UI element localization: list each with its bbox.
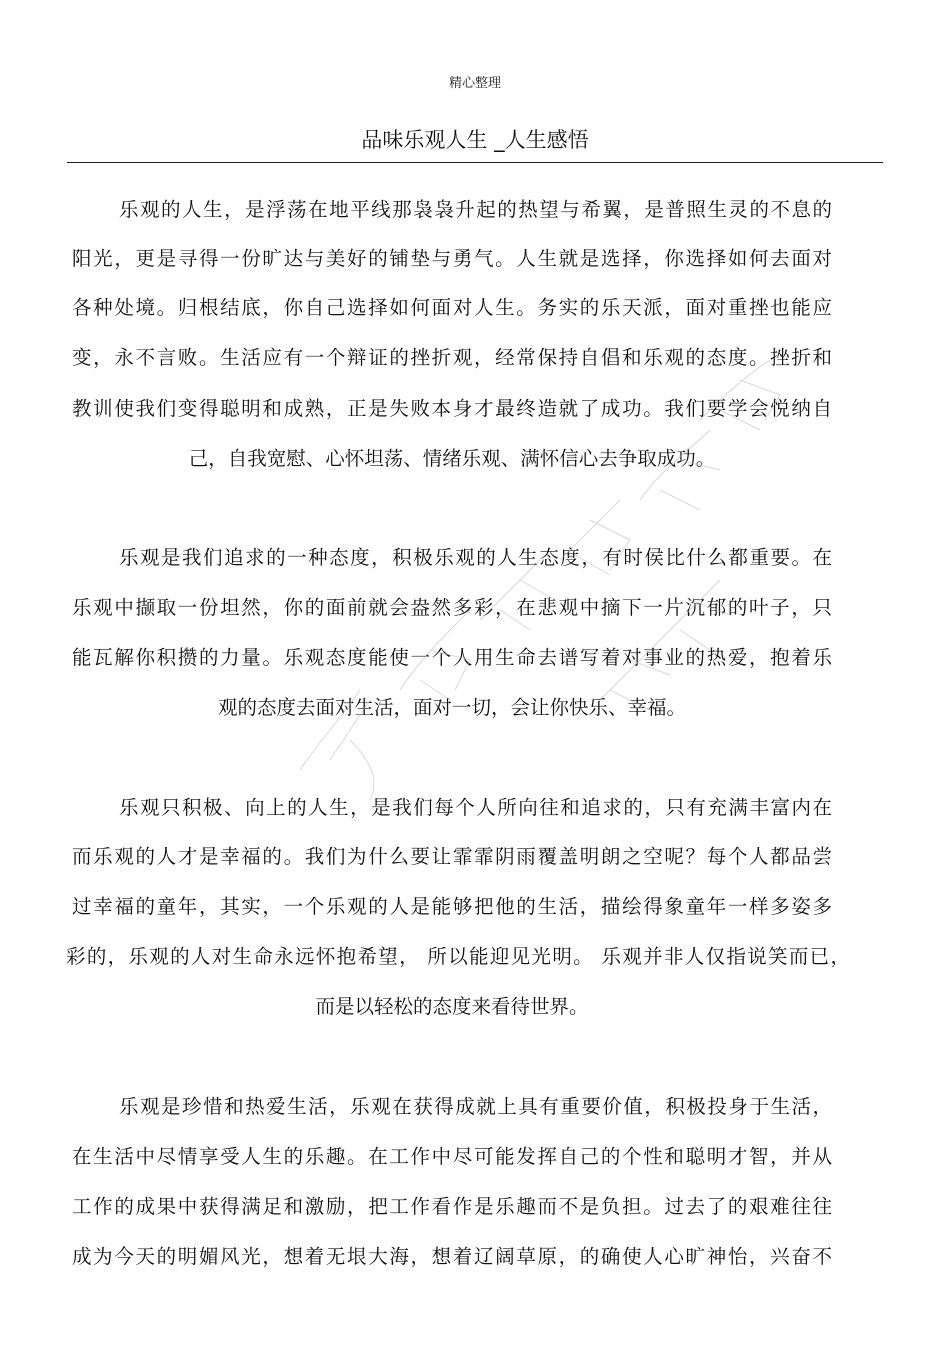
text-line: 能瓦解你积攒的力量。乐观态度能使一个人用生命去谱写着对事业的热爱，抱着乐 [72,646,832,669]
text-line: 工作的成果中获得满足和激励，把工作看作是乐趣而不是负担。过去了的艰难往往 [72,1195,832,1218]
title-divider [67,162,883,163]
text-line: 而乐观的人才是幸福的。我们为什么要让霏霏阴雨覆盖明朗之空呢？每个人都品尝 [72,845,832,868]
text-line: 彩的，乐观的人对生命永远怀抱希望， 所以能迎见光明。 乐观并非人仅指说笑而已， [66,945,850,968]
text-line: 乐观中撷取一份坦然，你的面前就会盎然多彩，在悲观中摘下一片沉郁的叶子，只 [72,596,832,619]
text-line: 己，自我宽慰、心怀坦荡、情绪乐观、满怀信心去争取成功。 [188,447,716,470]
page-title: 品味乐观人生 _人生感悟 [361,128,589,152]
text-line: 在生活中尽情享受人生的乐趣。在工作中尽可能发挥自己的个性和聪明才智，并从 [72,1145,832,1168]
text-line: 变，永不言败。生活应有一个辩证的挫折观，经常保持自倡和乐观的态度。挫折和 [72,346,832,369]
text-line: 而是以轻松的态度来看待世界。 [315,995,589,1018]
text-line: 各种处境。归根结底，你自己选择如何面对人生。务实的乐天派，面对重挫也能应 [72,296,832,319]
text-line: 乐观是我们追求的一种态度，积极乐观的人生态度，有时侯比什么都重要。在 [119,546,832,569]
text-line: 成为今天的明媚风光，想着无垠大海，想着辽阔草原，的确使人心旷神怡，兴奋不 [72,1245,832,1268]
text-line: 教训使我们变得聪明和成熟，正是失败本身才最终造就了成功。我们要学会悦纳自 [72,397,832,420]
text-line: 乐观只积极、向上的人生，是我们每个人所向往和追求的，只有充满丰富内在 [119,796,832,819]
page-header: 精心整理 [448,76,501,91]
text-line: 观的态度去面对生活，面对一切，会让你快乐、幸福。 [217,696,686,719]
text-line: 乐观的人生，是浮荡在地平线那袅袅升起的热望与希翼，是普照生灵的不息的 [119,198,832,221]
text-line: 过幸福的童年，其实，一个乐观的人是能够把他的生活，描绘得象童年一样多姿多 [72,895,832,918]
text-line: 阳光，更是寻得一份旷达与美好的铺垫与勇气。人生就是选择，你选择如何去面对 [72,247,832,270]
text-line: 乐观是珍惜和热爱生活，乐观在获得成就上具有重要价值，积极投身于生活， [119,1095,832,1118]
